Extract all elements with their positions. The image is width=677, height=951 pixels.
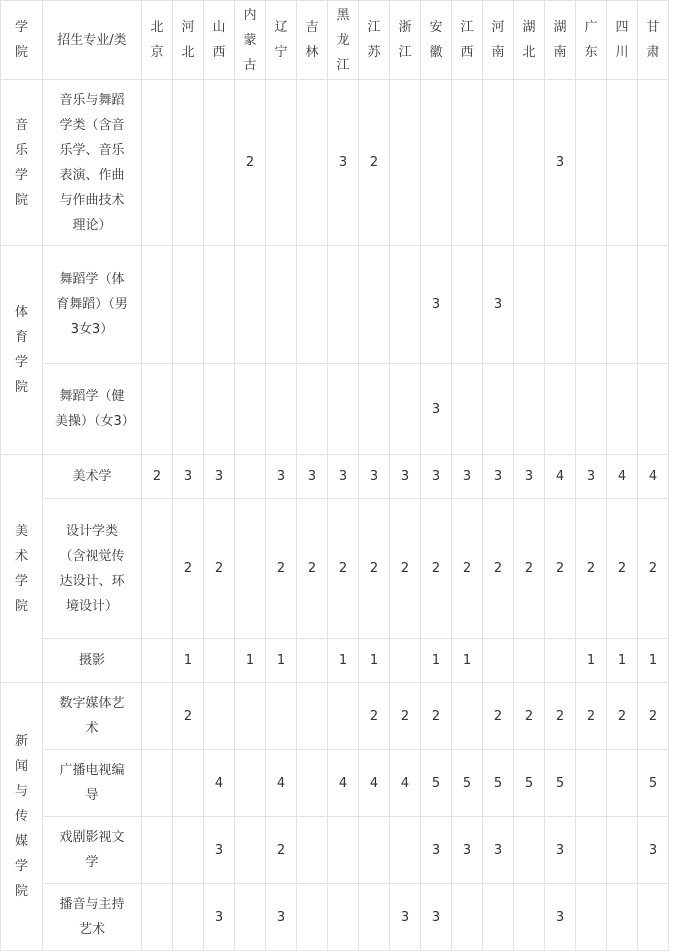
quota-cell (297, 80, 328, 246)
quota-cell (390, 639, 421, 683)
quota-cell (297, 683, 328, 750)
table-row (1, 364, 669, 455)
quota-cell (204, 364, 235, 455)
quota-cell (266, 80, 297, 246)
quota-cell: 3 (576, 455, 607, 499)
header-province: 广东 (576, 1, 607, 80)
quota-cell (514, 246, 545, 364)
quota-cell (359, 884, 390, 951)
quota-cell: 3 (266, 455, 297, 499)
quota-cell: 2 (483, 499, 514, 639)
header-major: 招生专业/类 (43, 1, 142, 80)
table-row (1, 80, 669, 246)
quota-cell: 2 (173, 499, 204, 639)
quota-cell: 1 (266, 639, 297, 683)
quota-cell: 3 (483, 246, 514, 364)
quota-cell (173, 246, 204, 364)
quota-cell: 3 (638, 817, 669, 884)
header-province: 江西 (452, 1, 483, 80)
quota-cell: 3 (173, 455, 204, 499)
quota-cell: 3 (545, 817, 576, 884)
quota-cell: 2 (638, 499, 669, 639)
quota-cell: 4 (359, 750, 390, 817)
quota-cell: 2 (483, 683, 514, 750)
quota-cell: 3 (483, 455, 514, 499)
quota-cell (173, 80, 204, 246)
quota-cell: 4 (607, 455, 638, 499)
quota-cell: 2 (421, 499, 452, 639)
quota-cell: 5 (514, 750, 545, 817)
quota-cell: 3 (390, 884, 421, 951)
quota-cell (576, 364, 607, 455)
major-cell: 播音与主持艺术 (43, 884, 142, 951)
quota-cell: 4 (266, 750, 297, 817)
quota-cell (576, 750, 607, 817)
quota-cell: 2 (452, 499, 483, 639)
header-row (1, 1, 669, 80)
table-row (1, 499, 669, 639)
quota-cell: 3 (421, 455, 452, 499)
table-row (1, 246, 669, 364)
quota-cell: 1 (576, 639, 607, 683)
quota-cell: 2 (545, 499, 576, 639)
quota-cell: 2 (359, 683, 390, 750)
quota-cell: 1 (452, 639, 483, 683)
quota-cell (638, 246, 669, 364)
quota-cell: 3 (204, 884, 235, 951)
quota-cell (204, 683, 235, 750)
quota-cell (173, 750, 204, 817)
quota-cell (142, 80, 173, 246)
quota-cell (204, 639, 235, 683)
quota-cell: 2 (359, 499, 390, 639)
quota-cell: 3 (545, 80, 576, 246)
quota-cell (607, 750, 638, 817)
quota-cell: 2 (173, 683, 204, 750)
college-cell: 美术学院 (1, 455, 43, 683)
quota-cell (142, 364, 173, 455)
quota-cell (514, 884, 545, 951)
quota-cell (452, 884, 483, 951)
quota-cell (514, 817, 545, 884)
quota-cell (328, 884, 359, 951)
quota-cell: 1 (638, 639, 669, 683)
quota-cell: 2 (514, 683, 545, 750)
major-cell: 音乐与舞蹈学类（含音乐学、音乐表演、作曲与作曲技术理论） (43, 80, 142, 246)
quota-cell: 2 (359, 80, 390, 246)
header-college: 学院 (1, 1, 43, 80)
quota-cell: 3 (421, 364, 452, 455)
quota-cell (142, 639, 173, 683)
header-province: 湖南 (545, 1, 576, 80)
quota-cell: 3 (204, 455, 235, 499)
table-row (1, 683, 669, 750)
quota-cell (266, 246, 297, 364)
quota-cell: 3 (514, 455, 545, 499)
quota-cell (514, 364, 545, 455)
quota-cell: 4 (204, 750, 235, 817)
quota-cell (483, 639, 514, 683)
quota-cell: 2 (576, 683, 607, 750)
quota-cell (235, 246, 266, 364)
quota-cell (297, 884, 328, 951)
quota-cell: 3 (421, 246, 452, 364)
quota-cell (576, 817, 607, 884)
quota-cell: 3 (452, 455, 483, 499)
quota-cell: 5 (638, 750, 669, 817)
quota-cell (142, 884, 173, 951)
header-province: 甘肃 (638, 1, 669, 80)
quota-cell: 2 (514, 499, 545, 639)
quota-cell (452, 364, 483, 455)
quota-cell (638, 884, 669, 951)
quota-cell (235, 884, 266, 951)
quota-cell (266, 683, 297, 750)
quota-cell (607, 80, 638, 246)
quota-cell: 2 (545, 683, 576, 750)
header-province: 内蒙古 (235, 1, 266, 80)
quota-cell: 4 (328, 750, 359, 817)
quota-cell (359, 817, 390, 884)
quota-cell (173, 817, 204, 884)
quota-cell (297, 639, 328, 683)
table-row (1, 817, 669, 884)
quota-cell: 3 (328, 80, 359, 246)
quota-cell: 4 (638, 455, 669, 499)
quota-cell (142, 683, 173, 750)
quota-cell (328, 817, 359, 884)
quota-cell (173, 884, 204, 951)
major-cell: 设计学类（含视觉传达设计、环境设计） (43, 499, 142, 639)
quota-cell (235, 817, 266, 884)
header-province: 辽宁 (266, 1, 297, 80)
quota-cell (359, 246, 390, 364)
table-row (1, 639, 669, 683)
quota-cell: 3 (204, 817, 235, 884)
quota-cell (235, 499, 266, 639)
quota-cell (142, 817, 173, 884)
quota-cell (266, 364, 297, 455)
quota-cell: 2 (576, 499, 607, 639)
quota-cell (514, 639, 545, 683)
quota-cell (235, 750, 266, 817)
quota-cell (204, 246, 235, 364)
quota-cell: 1 (421, 639, 452, 683)
quota-cell: 1 (235, 639, 266, 683)
quota-cell: 5 (421, 750, 452, 817)
major-cell: 数字媒体艺术 (43, 683, 142, 750)
quota-cell (390, 246, 421, 364)
quota-cell (607, 364, 638, 455)
quota-cell (545, 246, 576, 364)
quota-cell (328, 246, 359, 364)
table-row (1, 884, 669, 951)
college-cell: 体育学院 (1, 246, 43, 455)
quota-cell: 5 (452, 750, 483, 817)
quota-cell: 3 (297, 455, 328, 499)
quota-cell: 3 (359, 455, 390, 499)
header-province: 吉林 (297, 1, 328, 80)
quota-cell (235, 455, 266, 499)
quota-cell: 3 (421, 884, 452, 951)
quota-cell: 2 (266, 499, 297, 639)
quota-cell: 2 (297, 499, 328, 639)
quota-cell (142, 499, 173, 639)
quota-cell: 3 (328, 455, 359, 499)
major-cell: 广播电视编导 (43, 750, 142, 817)
quota-cell: 3 (421, 817, 452, 884)
quota-cell (297, 246, 328, 364)
header-province: 山西 (204, 1, 235, 80)
quota-cell: 2 (390, 683, 421, 750)
quota-cell (297, 750, 328, 817)
quota-cell (452, 246, 483, 364)
quota-cell (545, 364, 576, 455)
quota-cell (390, 817, 421, 884)
quota-cell (514, 80, 545, 246)
header-province: 黑龙江 (328, 1, 359, 80)
header-province: 河北 (173, 1, 204, 80)
quota-cell (638, 80, 669, 246)
quota-cell: 4 (545, 455, 576, 499)
quota-cell (452, 683, 483, 750)
quota-cell: 5 (483, 750, 514, 817)
quota-cell: 2 (266, 817, 297, 884)
header-province: 浙江 (390, 1, 421, 80)
quota-cell: 2 (390, 499, 421, 639)
quota-cell (297, 817, 328, 884)
major-cell: 戏剧影视文学 (43, 817, 142, 884)
quota-cell: 3 (452, 817, 483, 884)
quota-cell (328, 683, 359, 750)
quota-cell (328, 364, 359, 455)
quota-cell (576, 884, 607, 951)
quota-cell: 2 (607, 499, 638, 639)
quota-cell (359, 364, 390, 455)
quota-cell: 3 (545, 884, 576, 951)
quota-cell (390, 80, 421, 246)
quota-cell: 2 (235, 80, 266, 246)
quota-cell: 2 (204, 499, 235, 639)
quota-cell (483, 364, 514, 455)
quota-cell: 1 (359, 639, 390, 683)
quota-cell: 3 (266, 884, 297, 951)
college-cell: 音乐学院 (1, 80, 43, 246)
major-cell: 摄影 (43, 639, 142, 683)
quota-cell: 1 (607, 639, 638, 683)
quota-cell (607, 246, 638, 364)
header-province: 江苏 (359, 1, 390, 80)
major-cell: 舞蹈学（健美操）（女3） (43, 364, 142, 455)
quota-cell (483, 80, 514, 246)
quota-cell: 1 (328, 639, 359, 683)
quota-cell: 2 (638, 683, 669, 750)
quota-cell (576, 246, 607, 364)
quota-cell: 4 (390, 750, 421, 817)
header-province: 河南 (483, 1, 514, 80)
quota-cell (204, 80, 235, 246)
quota-cell (297, 364, 328, 455)
quota-cell (235, 683, 266, 750)
header-province: 湖北 (514, 1, 545, 80)
quota-cell (607, 817, 638, 884)
quota-cell: 2 (328, 499, 359, 639)
quota-cell (483, 884, 514, 951)
header-province: 安徽 (421, 1, 452, 80)
college-cell: 新闻与传媒学院 (1, 683, 43, 951)
quota-cell (421, 80, 452, 246)
quota-cell: 3 (483, 817, 514, 884)
table-row (1, 750, 669, 817)
quota-cell (390, 364, 421, 455)
major-cell: 舞蹈学（体育舞蹈）（男3女3） (43, 246, 142, 364)
quota-cell (452, 80, 483, 246)
quota-cell: 3 (390, 455, 421, 499)
quota-cell: 2 (421, 683, 452, 750)
quota-cell: 5 (545, 750, 576, 817)
quota-cell (638, 364, 669, 455)
header-province: 四川 (607, 1, 638, 80)
quota-cell: 2 (607, 683, 638, 750)
quota-cell (142, 750, 173, 817)
quota-cell (545, 639, 576, 683)
quota-cell: 1 (173, 639, 204, 683)
major-cell: 美术学 (43, 455, 142, 499)
quota-cell (576, 80, 607, 246)
quota-cell (173, 364, 204, 455)
quota-cell (235, 364, 266, 455)
quota-cell: 2 (142, 455, 173, 499)
quota-cell (607, 884, 638, 951)
quota-cell (142, 246, 173, 364)
table-row (1, 455, 669, 499)
header-province: 北京 (142, 1, 173, 80)
